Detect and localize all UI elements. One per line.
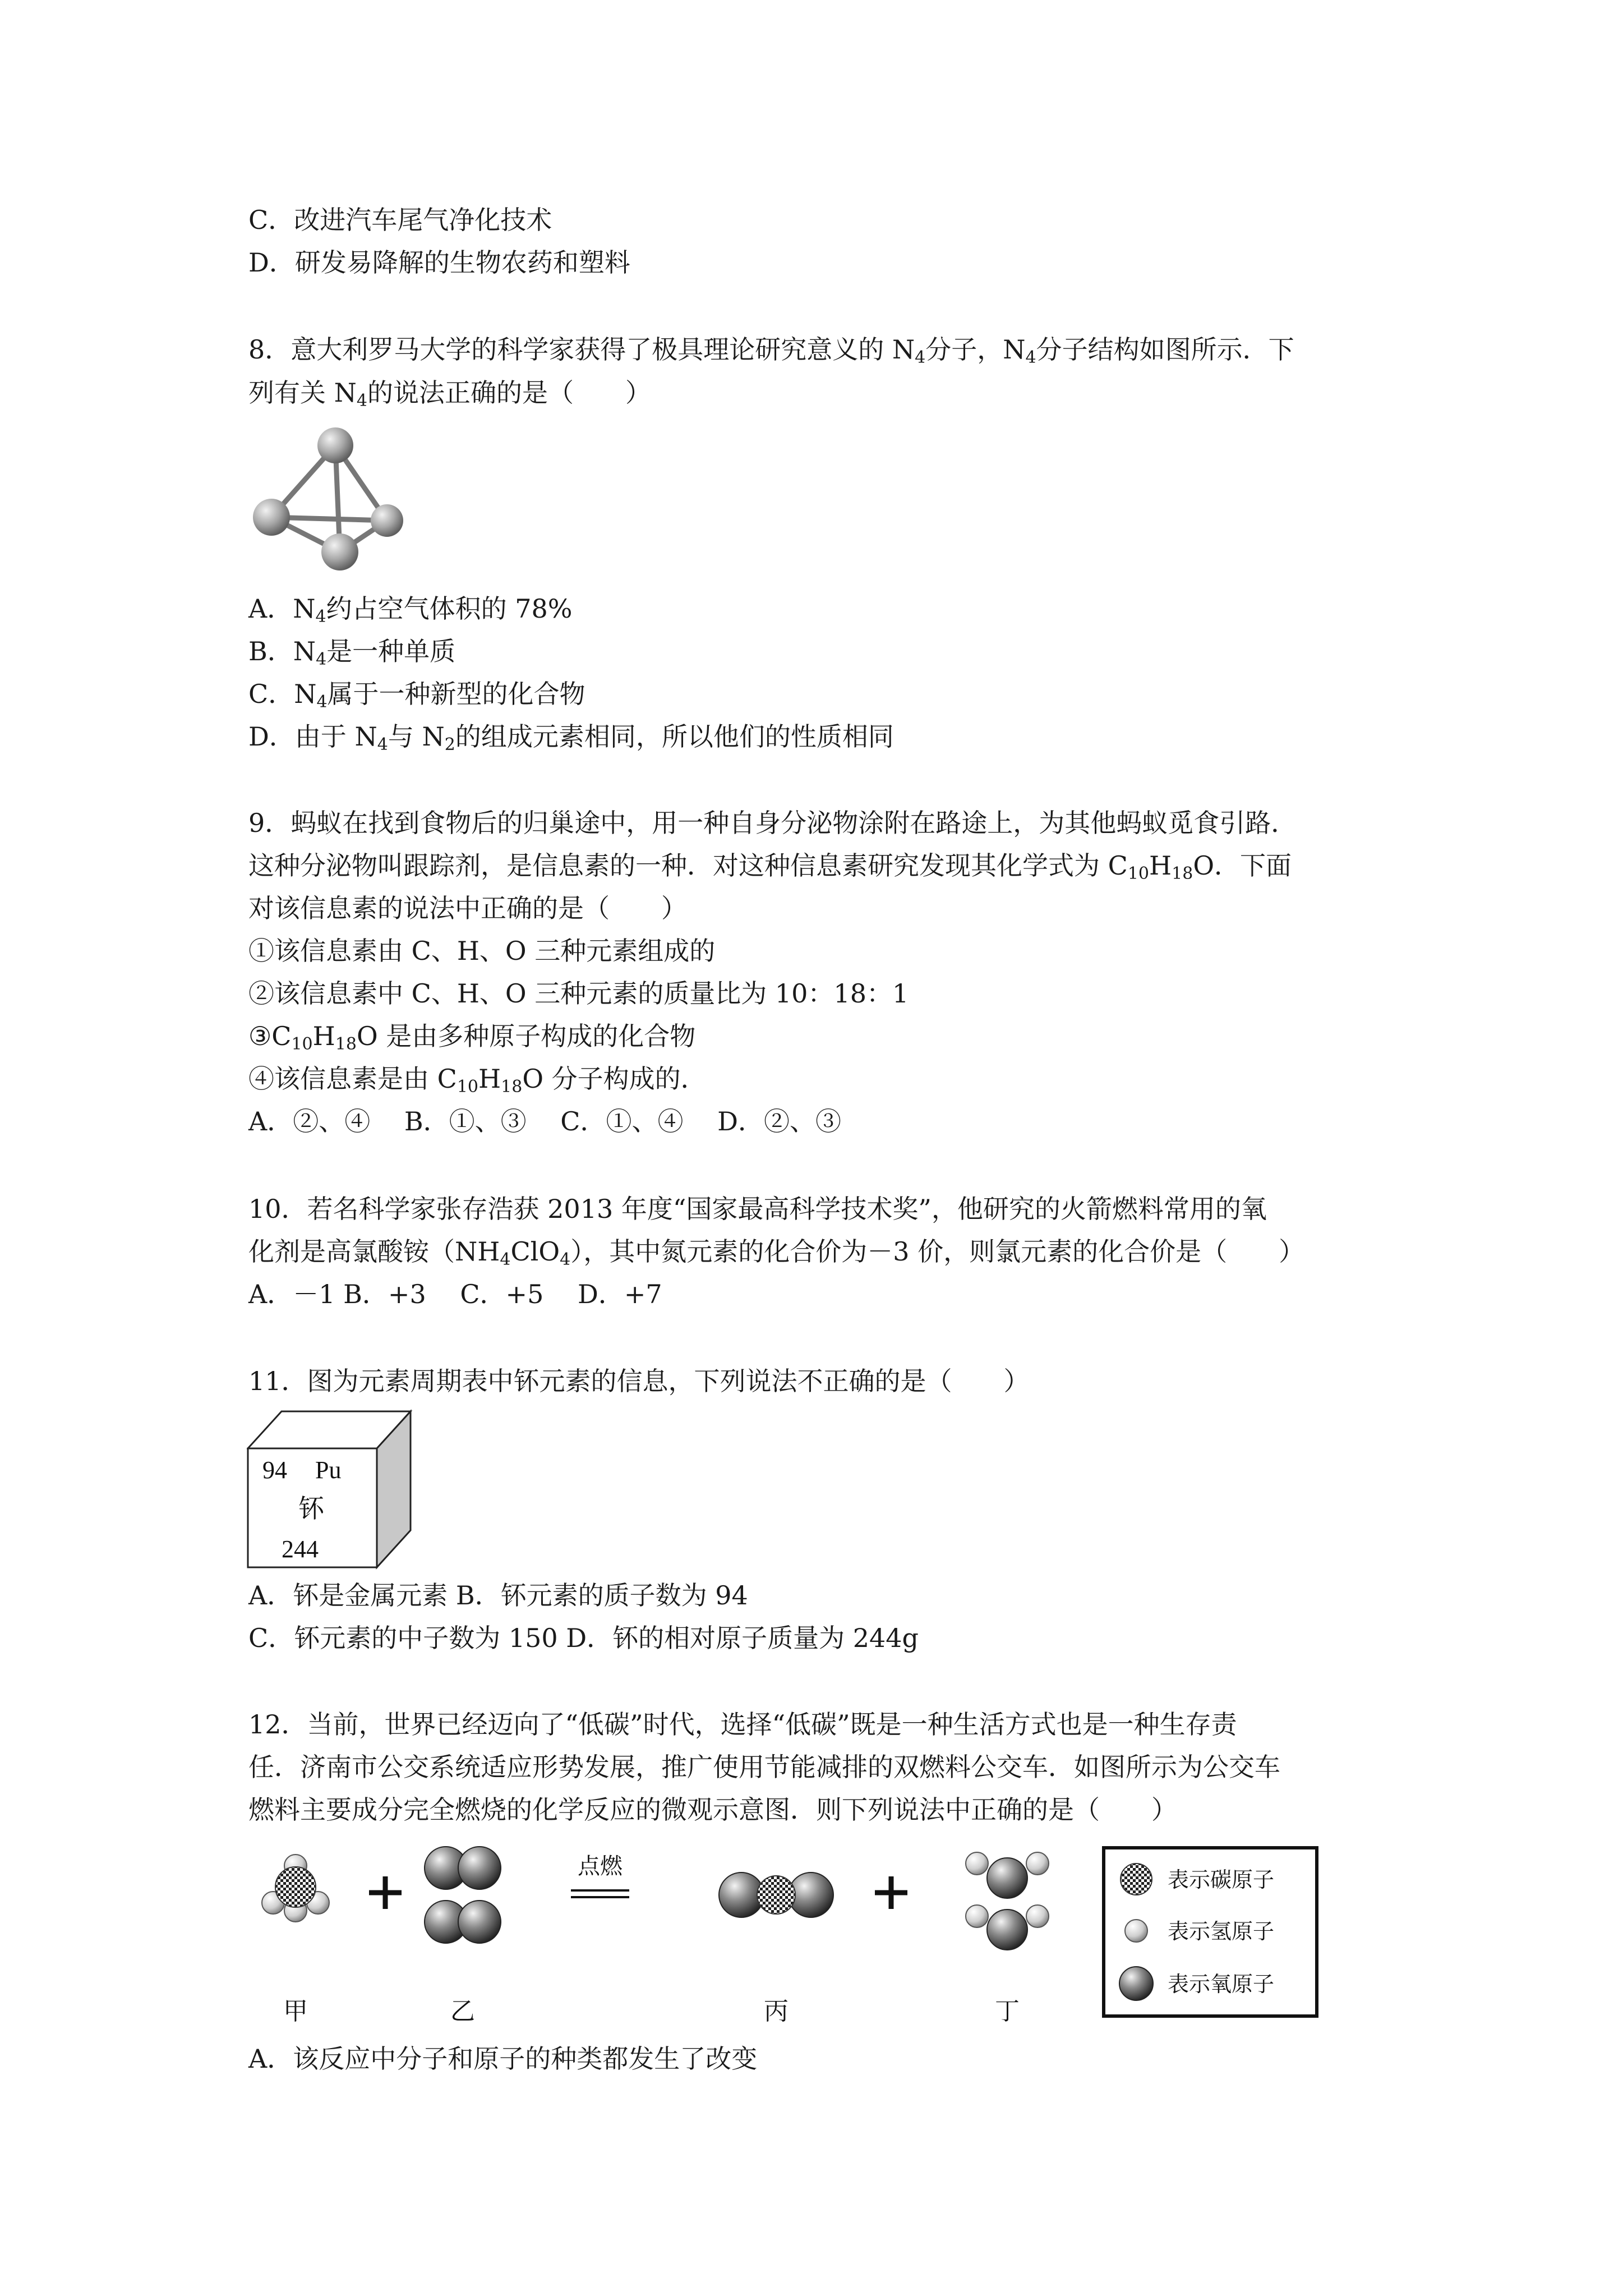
q10-options: A．－1 B．+3 C．+5 D．+7 [248,1279,662,1309]
legend-carbon-label: 表示碳原子 [1168,1867,1275,1892]
legend-oxygen-label: 表示氧原子 [1168,1972,1275,1996]
legend-oxygen-icon [1119,1967,1153,2000]
q8-option-a: A．$N_4$约占空气体积的 78% [248,593,573,627]
plus-sign-1 [369,1876,402,1909]
q11-options-cd: C．钚元素的中子数为 150 D．钚的相对原子质量为 244g [248,1623,919,1653]
label-jia: 甲 [283,1997,308,2026]
card-atomic-number: 94 [262,1456,287,1484]
atom-n-right [371,504,403,537]
q12-stem-line1: 12．当前，世界已经迈向了“低碳”时代，选择“低碳”既是一种生活方式也是一种生存责 [248,1709,1237,1740]
card-symbol: Pu [315,1456,342,1484]
q10-stem-line1: 10．若名科学家张存浩获 2013 年度“国家最高科学技术奖”，他研究的火箭燃料常用的氧 [248,1194,1267,1224]
q9-statement-4: ④该信息素是由 $C_{10}H_{18}O$ 分子构成的． [248,1064,707,1097]
molecule-ding-water [966,1852,1049,1950]
label-ding: 丁 [995,1997,1020,2026]
card-element-name: 钚 [298,1493,324,1524]
q7-option-c: C．改进汽车尾气净化技术 [248,205,552,235]
molecule-bing-co2 [719,1872,833,1917]
q12-option-a: A．该反应中分子和原子的种类都发生了改变 [248,2044,758,2074]
card-atomic-mass: 244 [282,1535,319,1563]
molecule-jia-methane [262,1855,329,1922]
q11-stem: 11．图为元素周期表中钚元素的信息，下列说法不正确的是（ ） [248,1366,1030,1396]
q8-stem-line1: 8．意大利罗马大学的科学家获得了极具理论研究意义的 $N_4$分子，$N_4$分子结构如图所示．下 [248,334,1294,367]
q9-options: A．②、④ B．①、③ C．①、④ D．②、③ [248,1106,841,1137]
plutonium-element-card [247,1408,415,1571]
reaction-equals-sign [571,1890,629,1897]
q9-statement-2: ②该信息素中 C、H、O 三种元素的质量比为 10：18：1 [248,978,909,1009]
molecule-yi-oxygen [425,1847,501,1943]
q9-stem-line2: 这种分泌物叫跟踪剂，是信息素的一种．对这种信息素研究发现其化学式为 $C_{10}H_{18}O$．下面 [248,850,1292,884]
legend-carbon-icon [1121,1864,1152,1895]
carbon-atom [757,1876,795,1914]
q9-statement-3: $③C_{10}H_{18}O$ 是由多种原子构成的化合物 [248,1021,696,1054]
reaction-micro-diagram [241,1846,1329,2036]
q12-stem-line3: 燃料主要成分完全燃烧的化学反应的微观示意图．则下列说法中正确的是（ ） [248,1795,1177,1825]
atom-n-bottom [321,533,358,570]
q8-stem-line2: 列有关 $N_4$的说法正确的是（ ） [248,378,651,411]
label-yi: 乙 [450,1997,475,2026]
carbon-atom [275,1867,316,1907]
n4-molecule-figure [246,422,414,573]
plus-sign-2 [875,1876,907,1909]
q7-option-d: D．研发易降解的生物农药和塑料 [248,247,630,278]
atom-n-top [317,427,353,463]
q8-option-b: B．$N_4$是一种单质 [248,636,456,669]
q8-option-d: D．由于 $N_4$与 $N_2$的组成元素相同，所以他们的性质相同 [248,721,894,754]
q12-stem-line2: 任．济南市公交系统适应形势发展，推广使用节能减排的双燃料公交车．如图所示为公交车 [248,1752,1280,1782]
q8-option-c: C．$N_4$属于一种新型的化合物 [248,679,585,712]
reaction-legend [1104,1848,1317,2016]
q9-statement-1: ①该信息素由 C、H、O 三种元素组成的 [248,936,716,966]
q11-options-ab: A．钚是金属元素 B．钚元素的质子数为 94 [248,1580,748,1611]
q10-stem-line2: 化剂是高氯酸铵$(NH_4ClO_4)$，其中氮元素的化合价为－3 价，则氯元素的化合价是（ ） [248,1236,1305,1269]
label-bing: 丙 [764,1997,789,2026]
q9-stem-line1: 9．蚂蚁在找到食物后的归巢途中，用一种自身分泌物涂附在路途上，为其他蚂蚁觅食引路． [248,808,1297,838]
reaction-condition-label: 点燃 [578,1853,623,1879]
legend-hydrogen-label: 表示氢原子 [1168,1919,1275,1944]
atom-n-left [253,499,290,536]
legend-hydrogen-icon [1125,1920,1147,1942]
q9-stem-line3: 对该信息素的说法中正确的是（ ） [248,893,687,923]
